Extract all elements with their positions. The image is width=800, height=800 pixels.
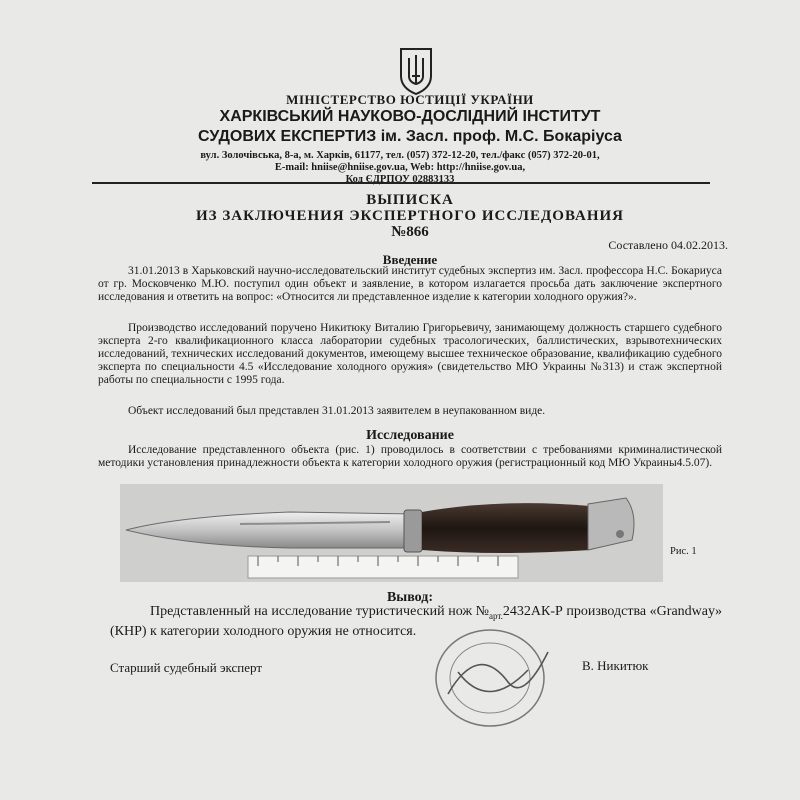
header-divider bbox=[92, 182, 710, 184]
research-paragraph: Исследование представленного объекта (рис. 1) проводилось в соответствии с требованиями криминалистической методики установления принадлежности объекта к категории холодного оружия (регистрационный код МЮ Украины4.5.07). bbox=[98, 444, 722, 469]
intro-paragraph-2: Производство исследований поручено Никитюку Виталию Григорьевичу, занимающему должность старшего судебного эксперта 2-го квалификационного класса лаборатории судебных трасологических, баллистических, взрывотехнических исследований, технических исследований документов, имеющему высшее техническое образование, квалификацию судебного эксперта по специальности 4.5 «Исследование холодного оружия» (свидетельство МЮ Украины №313) и стаж экспертной работы по специальности с 1995 года. bbox=[98, 322, 722, 386]
knife-image bbox=[120, 484, 663, 582]
intro-paragraph-1: 31.01.2013 в Харьковский научно-исследовательский институт судебных экспертиз им. Засл. профессора Н.С. Бокариуса от гр. Московченко М.Ю. поступил один объект и заявление, в котором излагается просьба дать заключение экспертного исследования и ответить на вопрос: «Относится ли представленное изделие к категории холодного оружия?». bbox=[98, 265, 722, 303]
document-number: №866 bbox=[391, 224, 429, 240]
document-title: ВЫПИСКА bbox=[366, 192, 454, 208]
institute-address bbox=[90, 150, 710, 186]
conclusion-text-end: 2432АК-Р производства «Grandway» (КНР) к категории холодного оружия не относится. bbox=[110, 604, 722, 639]
signature-name: В. Никитюк bbox=[582, 658, 649, 673]
intro-heading: Введение bbox=[382, 252, 438, 267]
document-subtitle: ИЗ ЗАКЛЮЧЕНИЯ ЭКСПЕРТНОГО ИССЛЕДОВАНИЯ bbox=[195, 208, 625, 224]
composed-date: Составлено 04.02.2013. bbox=[608, 238, 728, 252]
signature-position: Старший судебный эксперт bbox=[110, 660, 263, 675]
figure-label: Рис. 1 bbox=[670, 546, 697, 557]
institute-name-line2: СУДОВИХ ЕКСПЕРТИЗ ім. Засл. проф. М.С. Бокаріуса bbox=[198, 128, 622, 145]
conclusion-paragraph bbox=[110, 604, 722, 640]
address-line: вул. Золочівська, 8-а, м. Харків, 61177, тел. (057) 372-12-20, тел./факс (057) 372-20-01, bbox=[200, 150, 600, 161]
research-heading: Исследование bbox=[366, 428, 454, 443]
round-stamp-icon bbox=[428, 622, 560, 732]
edrpou-code: Код ЄДРПОУ 02883133 bbox=[345, 174, 455, 185]
intro-paragraph-3: Объект исследований был представлен 31.01.2013 заявителем в неупакованном виде. bbox=[128, 405, 546, 417]
contact-line: E-mail: hniise@hniise.gov.ua, Web: http://hniise.gov.ua, bbox=[274, 162, 526, 173]
trident-emblem-icon bbox=[398, 46, 434, 96]
article-subscript: арт. bbox=[489, 610, 503, 621]
ministry-name: МІНІСТЕРСТВО ЮСТИЦІЇ УКРАЇНИ bbox=[286, 92, 534, 107]
conclusion-text-start: Представленный на исследование туристический нож № bbox=[150, 604, 490, 619]
knife-photo bbox=[120, 484, 663, 582]
institute-name-line1: ХАРКІВСЬКИЙ НАУКОВО-ДОСЛІДНИЙ ІНСТИТУТ bbox=[219, 108, 601, 125]
conclusion-heading: Вывод: bbox=[386, 590, 434, 605]
